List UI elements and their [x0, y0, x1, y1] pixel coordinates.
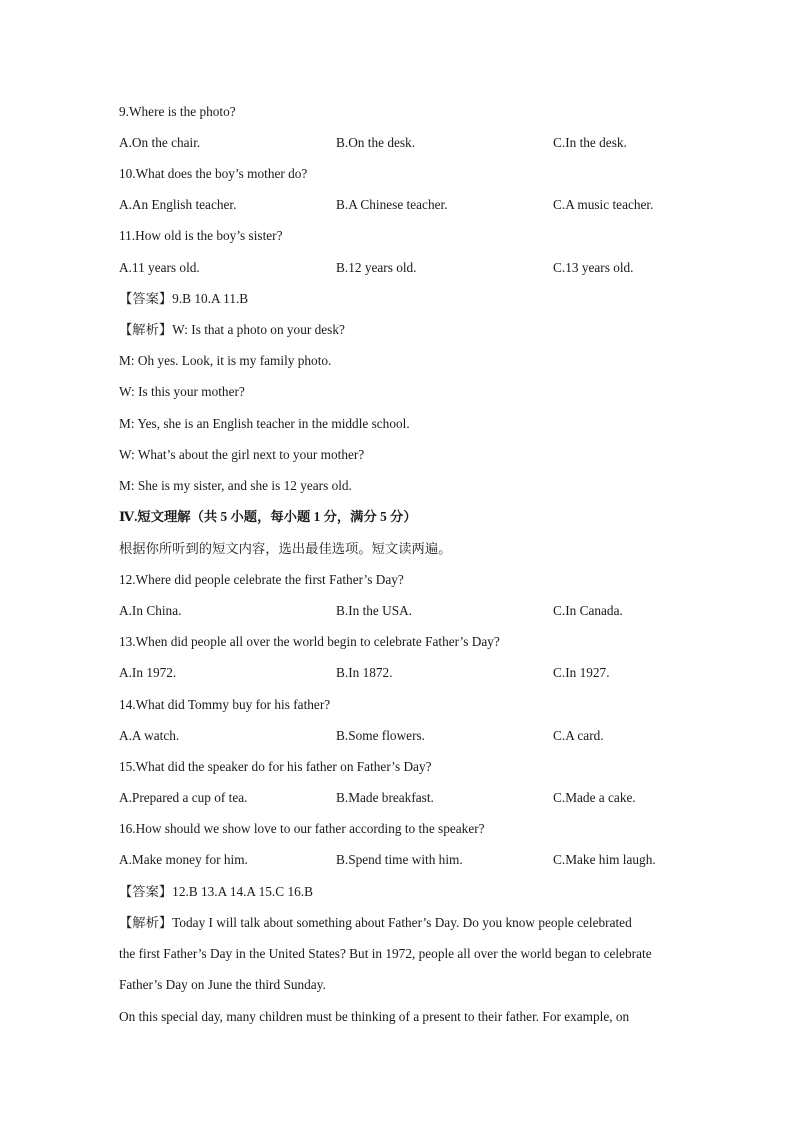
question-14: 14.What did Tommy buy for his father?: [119, 697, 331, 712]
q15-option-c: C.Made a cake.: [553, 790, 636, 805]
analysis-paragraph-line: the first Father’s Day in the United States? But in 1972, people all over the world began to celebrate: [119, 946, 652, 961]
q12-option-a: A.In China.: [119, 603, 182, 618]
q12-option-b: B.In the USA.: [336, 603, 413, 618]
q9-option-a: A.On the chair.: [119, 135, 201, 150]
q9-option-b: B.On the desk.: [336, 135, 416, 150]
q11-option-c: C.13 years old.: [553, 260, 634, 275]
question-10: 10.What does the boy’s mother do?: [119, 166, 308, 181]
q14-option-c: C.A card.: [553, 728, 604, 743]
question-11: 11.How old is the boy’s sister?: [119, 228, 283, 243]
analysis-line: M: Oh yes. Look, it is my family photo.: [119, 353, 332, 368]
q16-option-b: B.Spend time with him.: [336, 852, 463, 867]
q10-option-c: C.A music teacher.: [553, 197, 654, 212]
analysis-paragraph-line: Father’s Day on June the third Sunday.: [119, 977, 326, 992]
section-heading: Ⅳ.短文理解（共 5 小题，每小题 1 分，满分 5 分）: [119, 509, 417, 524]
answer-9-11: 【答案】9.B 10.A 11.B: [119, 291, 249, 306]
q10-option-a: A.An English teacher.: [119, 197, 237, 212]
analysis-line: W: Is this your mother?: [119, 384, 245, 399]
question-9: 9.Where is the photo?: [119, 104, 236, 119]
q11-option-a: A.11 years old.: [119, 260, 200, 275]
question-15: 15.What did the speaker do for his father on Father’s Day?: [119, 759, 432, 774]
analysis-line: W: What’s about the girl next to your mother?: [119, 447, 365, 462]
question-13: 13.When did people all over the world begin to celebrate Father’s Day?: [119, 634, 500, 649]
analysis-paragraph-line: 【解析】Today I will talk about something about Father’s Day. Do you know people celebrated: [119, 915, 632, 930]
analysis-paragraph-line: On this special day, many children must be thinking of a present to their father. For example, on: [119, 1009, 630, 1024]
q14-option-b: B.Some flowers.: [336, 728, 426, 743]
q15-option-a: A.Prepared a cup of tea.: [119, 790, 248, 805]
q10-option-b: B.A Chinese teacher.: [336, 197, 448, 212]
q13-option-a: A.In 1972.: [119, 665, 177, 680]
section-instruction: 根据你所听到的短文内容，选出最佳选项。短文读两遍。: [119, 541, 452, 556]
analysis-line: M: Yes, she is an English teacher in the middle school.: [119, 416, 410, 431]
q15-option-b: B.Made breakfast.: [336, 790, 434, 805]
q14-option-a: A.A watch.: [119, 728, 180, 743]
q13-option-b: B.In 1872.: [336, 665, 393, 680]
q16-option-c: C.Make him laugh.: [553, 852, 656, 867]
question-12: 12.Where did people celebrate the first Father’s Day?: [119, 572, 404, 587]
analysis-line: M: She is my sister, and she is 12 years old.: [119, 478, 352, 493]
q9-option-c: C.In the desk.: [553, 135, 627, 150]
q13-option-c: C.In 1927.: [553, 665, 610, 680]
question-16: 16.How should we show love to our father according to the speaker?: [119, 821, 485, 836]
answer-12-16: 【答案】12.B 13.A 14.A 15.C 16.B: [119, 884, 313, 899]
analysis-line: 【解析】W: Is that a photo on your desk?: [119, 322, 345, 337]
q16-option-a: A.Make money for him.: [119, 852, 248, 867]
q11-option-b: B.12 years old.: [336, 260, 417, 275]
q12-option-c: C.In Canada.: [553, 603, 623, 618]
